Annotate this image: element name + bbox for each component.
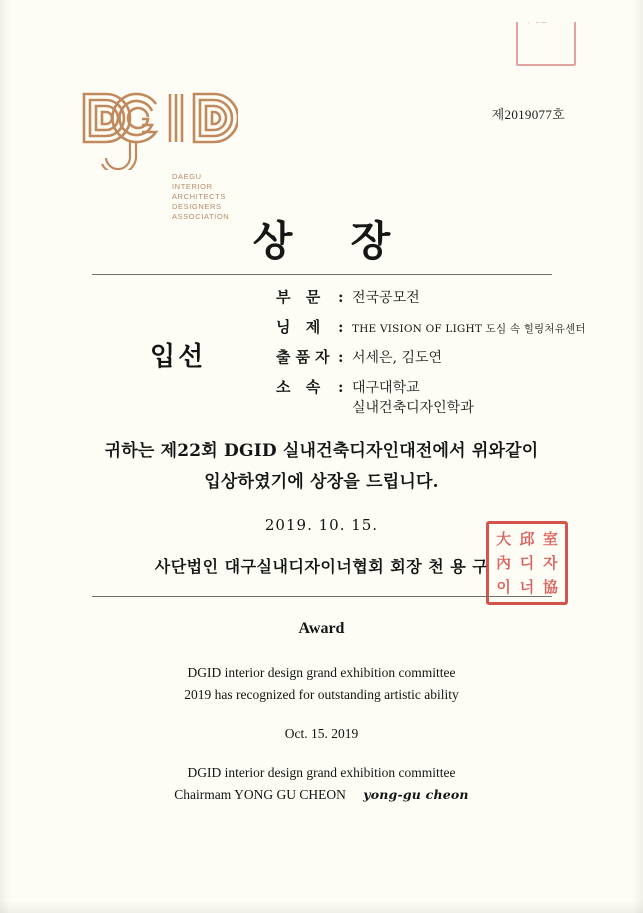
chairman-signature: yong-gu cheon bbox=[363, 787, 469, 802]
field-label-affiliation: 소 속 bbox=[276, 378, 326, 396]
english-date: Oct. 15. 2019 bbox=[284, 726, 359, 741]
english-signer-block bbox=[0, 762, 643, 806]
seal-glyph-1: 大 bbox=[496, 529, 512, 548]
english-body-text bbox=[0, 662, 643, 706]
field-colon-entrants: : bbox=[338, 348, 344, 366]
award-body-line-1: 귀하는 제22회 DGID 실내건축디자인대전에서 위와같이 bbox=[104, 441, 539, 461]
seal-glyph-4: 內 bbox=[496, 553, 512, 572]
award-body-text bbox=[0, 436, 643, 498]
field-label-category: 부 문 bbox=[276, 288, 326, 306]
seal-glyph-8: 너 bbox=[519, 577, 535, 596]
seal-glyph-3: 室 bbox=[542, 529, 558, 548]
top-right-seal-crop-mask bbox=[506, 0, 586, 22]
award-grade: 입선 bbox=[150, 342, 207, 372]
seal-glyph-5: 디 bbox=[519, 553, 535, 572]
field-value-affiliation: 대구대학교 bbox=[352, 380, 420, 396]
fields-list bbox=[276, 286, 606, 426]
seal-glyph-6: 자 bbox=[543, 553, 558, 572]
field-row-entrants bbox=[276, 346, 606, 367]
english-chairman-label: Chairmam YONG GU CHEON bbox=[174, 787, 346, 802]
english-chairman-row bbox=[174, 784, 468, 806]
english-body-line-2: 2019 has recognized for outstanding artistic ability bbox=[184, 687, 459, 702]
dgid-logo-subtitle-line-3: DESIGNERS ASSOCIATION bbox=[172, 202, 230, 221]
award-date-korean: 2019. 10. 15. bbox=[264, 516, 379, 534]
english-committee: DGID interior design grand exhibition committee bbox=[187, 765, 456, 780]
dgid-logo-subtitle-line-1: DAEGU bbox=[172, 172, 202, 181]
field-label-work-title: 닝 제 bbox=[276, 318, 326, 336]
seal-glyph-7: 이 bbox=[496, 577, 511, 596]
divider-top bbox=[92, 274, 552, 275]
official-seal-glyphs bbox=[492, 527, 562, 599]
dgid-logo-mark-icon bbox=[78, 88, 238, 170]
field-row-category bbox=[276, 286, 606, 307]
seal-glyph-9: 協 bbox=[542, 577, 558, 596]
field-row-affiliation bbox=[276, 376, 606, 417]
official-seal-stamp-icon bbox=[486, 521, 568, 605]
english-body-line-1: DGID interior design grand exhibition committee bbox=[187, 665, 456, 680]
certificate-title: 상 장 bbox=[252, 217, 413, 265]
english-title: Award bbox=[298, 620, 345, 637]
seal-glyph-2: 邱 bbox=[519, 529, 535, 548]
document-number: 제2019077호 bbox=[491, 107, 565, 122]
award-signer-korean: 사단법인 대구실내디자이너협회 회장 천 용 구 bbox=[154, 557, 489, 576]
field-value-entrants: 서세은, 김도연 bbox=[352, 350, 443, 366]
field-colon-work-title: : bbox=[338, 318, 344, 336]
dgid-logo-subtitle-line-2: INTERIOR ARCHITECTS bbox=[172, 182, 226, 201]
field-value-affiliation-department: 실내건축디자인학과 bbox=[352, 400, 474, 416]
field-colon-category: : bbox=[338, 288, 344, 306]
field-value-category: 전국공모전 bbox=[352, 290, 420, 306]
award-body-line-2: 입상하였기에 상장을 드립니다. bbox=[204, 472, 439, 492]
field-colon-affiliation: : bbox=[338, 378, 344, 396]
page-edge-shade-bottom bbox=[0, 901, 643, 913]
field-row-work-title bbox=[276, 316, 606, 337]
field-label-entrants: 출품자 bbox=[276, 348, 335, 366]
divider-bottom bbox=[92, 596, 552, 597]
field-value-work-title: THE VISION OF LIGHT 도심 속 힐링처유센터 bbox=[352, 323, 586, 335]
dgid-logo bbox=[78, 88, 248, 222]
